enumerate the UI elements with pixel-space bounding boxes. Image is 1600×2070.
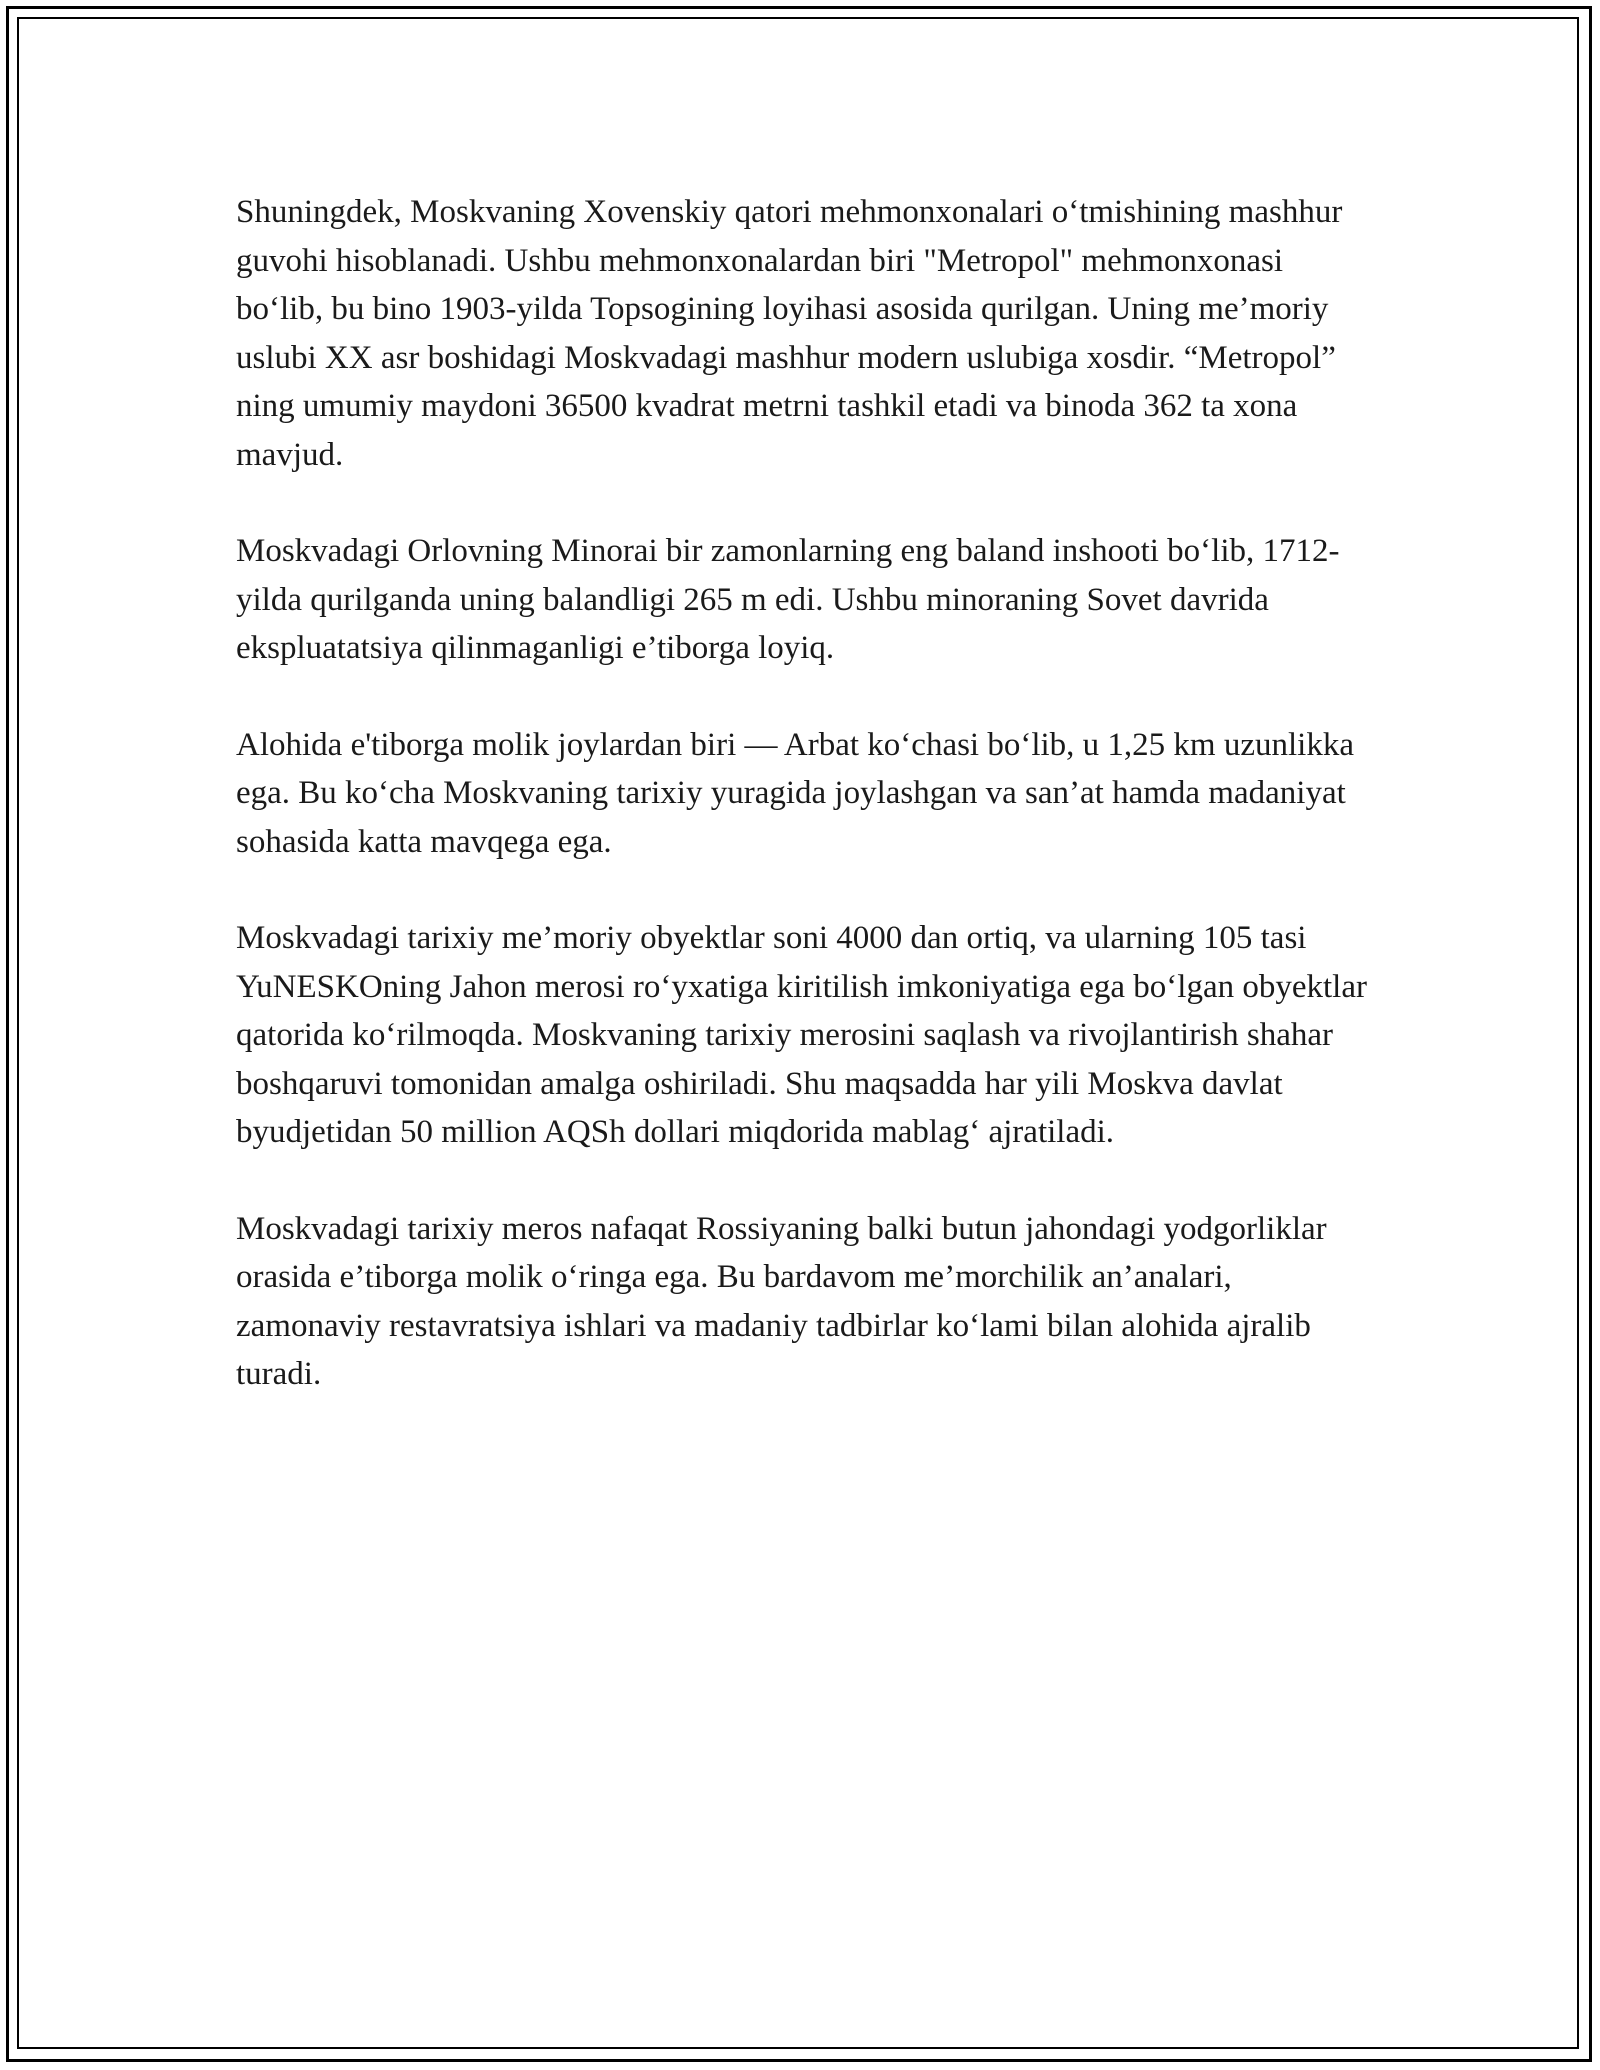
paragraph-historic-objects: Moskvadagi tarixiy me’moriy obyektlar soni 4000 dan ortiq, va ularning 105 tasi YuNESKOning Jahon merosi ro‘yxatiga kiritilish imkoniyatiga ega bo‘lgan obyektlar qatorida ko‘rilmoqda. Moskvaning tarixiy merosini saqlash va rivojlantirish shahar boshqaruvi tomonidan amalga oshiriladi. Shu maqsadda har yili Moskva davlat byudjetidan 50 million AQSh dollari miqdorida mablag‘ ajratiladi. <box>236 920 1367 1150</box>
paragraph-heritage-summary: Moskvadagi tarixiy meros nafaqat Rossiyaning balki butun jahondagi yodgorliklar orasida e’tiborga molik o‘ringa ega. Bu bardavom me’morchilik an’analari, zamonaviy restavratsiya ishlari va madaniy tadbirlar ko‘lami bilan alohida ajralib turadi. <box>236 1210 1327 1392</box>
paragraph-orlov-tower: Moskvadagi Orlovning Minorai bir zamonlarning eng baland inshooti bo‘lib, 1712-yilda qurilganda uning balandligi 265 m edi. Ushbu minoraning Sovet davrida ekspluatatsiya qilinmaganligi e’tiborga loyiq. <box>236 533 1340 666</box>
paragraph-arbat-street: Alohida e'tiborga molik joylardan biri — Arbat ko‘chasi bo‘lib, u 1,25 km uzunlikka ega. Bu ko‘cha Moskvaning tarixiy yuragida joylashgan va san’at hamda madaniyat sohasida katta mavqega ega. <box>236 726 1354 860</box>
paragraph-metropol-hotel: Shuningdek, Moskvaning Xovenskiy qatori mehmonxonalari o‘tmishining mashhur guvohi hisoblanadi. Ushbu mehmonxonalardan biri "Metropol" mehmonxonasi bo‘lib, bu bino 1903-yilda Topsogining loyihasi asosida qurilgan. Uning me’moriy uslubi XX asr boshidagi Moskvadagi mashhur modern uslubiga xosdir. “Metropol” ning umumiy maydoni 36500 kvadrat metrni tashkil etadi va binoda 362 ta xona mavjud. <box>236 194 1343 473</box>
document-body <box>236 188 1376 1447</box>
